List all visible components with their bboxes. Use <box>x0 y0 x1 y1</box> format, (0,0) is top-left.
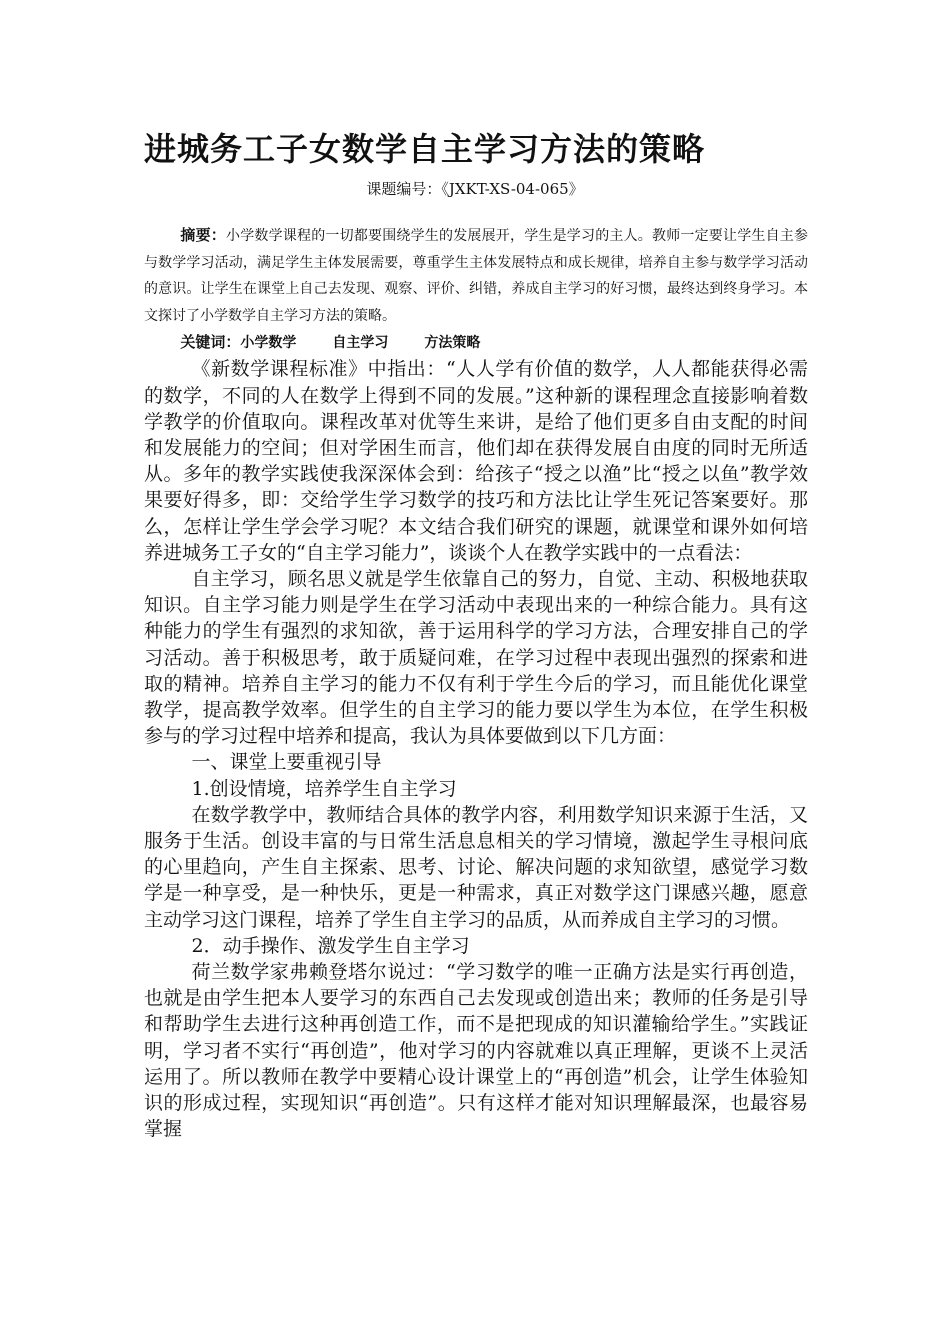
paragraph: 《新数学课程标准》中指出：“人人学有价值的数学，人人都能获得必需的数学，不同的人在数学上得到不同的发展。”这种新的课程理念直接影响着数学教学的价值取向。课程改革对优等生来讲，是给了他们更多自由支配的时间和发展能力的空间；但对学困生而言，他们却在获得发展自由度的同时无所适从。多年的教学实践使我深深体会到：给孩子“授之以渔”比“授之以鱼”教学效果要好得多，即：交给学生学习数学的技巧和方法比让学生死记答案要好。那么，怎样让学生学会学习呢？本文结合我们研究的课题，就课堂和课外如何培养进城务工子女的“自主学习能力”，谈谈个人在教学实践中的一点看法： <box>144 358 808 564</box>
keyword-item: 小学数学 <box>240 335 297 352</box>
abstract-label: 摘要： <box>180 226 226 244</box>
paragraph: 自主学习，顾名思义就是学生依靠自己的努力，自觉、主动、积极地获取知识。自主学习能力则是学生在学习活动中表现出来的一种综合能力。具有这种能力的学生有强烈的求知欲，善于运用科学的学习方法，合理安排自己的学习活动。善于积极思考，敢于质疑问难，在学习过程中表现出强烈的探索和进取的精神。培养自主学习的能力不仅有利于学生今后的学习，而且能优化课堂教学，提高教学效率。但学生的自主学习的能力要以学生为本位，在学生积极参与的学习过程中培养和提高，我认为具体要做到以下几方面： <box>144 568 808 748</box>
document-body <box>144 222 808 1142</box>
section-heading: 一、课堂上要重视引导 <box>191 751 382 774</box>
document-title: 进城务工子女数学自主学习方法的策略 <box>144 130 706 168</box>
keyword-item: 方法策略 <box>424 335 481 352</box>
subsection-heading: 1.创设情境，培养学生自主学习 <box>191 777 457 800</box>
abstract-text: 小学数学课程的一切都要围绕学生的发展展开，学生是学习的主人。教师一定要让学生自主参与数学学习活动，满足学生主体发展需要，尊重学生主体发展特点和成长规律，培养自主参与数学学习活动的意识。让学生在课堂上自己去发现、观察、评价、纠错，养成自主学习的好习惯，最终达到终身学习。本文探讨了小学数学自主学习方法的策略。 <box>144 228 808 324</box>
abstract <box>144 222 808 329</box>
keywords <box>144 329 808 356</box>
paragraph: 在数学教学中，教师结合具体的教学内容，利用数学知识来源于生活，又服务于生活。创设丰富的与日常生活息息相关的学习情境，激起学生寻根问底的心里趋向，产生自主探索、思考、讨论、解决问题的求知欲望，感觉学习数学是一种享受，是一种快乐，更是一种需求，真正对数学这门课感兴趣，愿意主动学习这门课程，培养了学生自主学习的品质，从而养成自主学习的习惯。 <box>144 803 808 931</box>
subsection-heading: 2．动手操作、激发学生自主学习 <box>191 934 470 957</box>
keyword-item: 自主学习 <box>332 335 389 352</box>
paragraph: 荷兰数学家弗赖登塔尔说过：“学习数学的唯一正确方法是实行再创造，也就是由学生把本人要学习的东西自己去发现或创造出来；教师的任务是引导和帮助学生去进行这种再创造工作，而不是把现成的知识灌输给学生。”实践证明，学习者不实行“再创造”，他对学习的内容就难以真正理解，更谈不上灵活运用了。所以教师在教学中要精心设计课堂上的“再创造”机会，让学生体验知识的形成过程，实现知识“再创造”。只有这样才能对知识理解最深，也最容易掌握 <box>144 961 808 1141</box>
keywords-label: 关键词： <box>180 333 241 352</box>
project-code: 课题编号：《JXKT-XS-04-065》 <box>366 180 584 198</box>
